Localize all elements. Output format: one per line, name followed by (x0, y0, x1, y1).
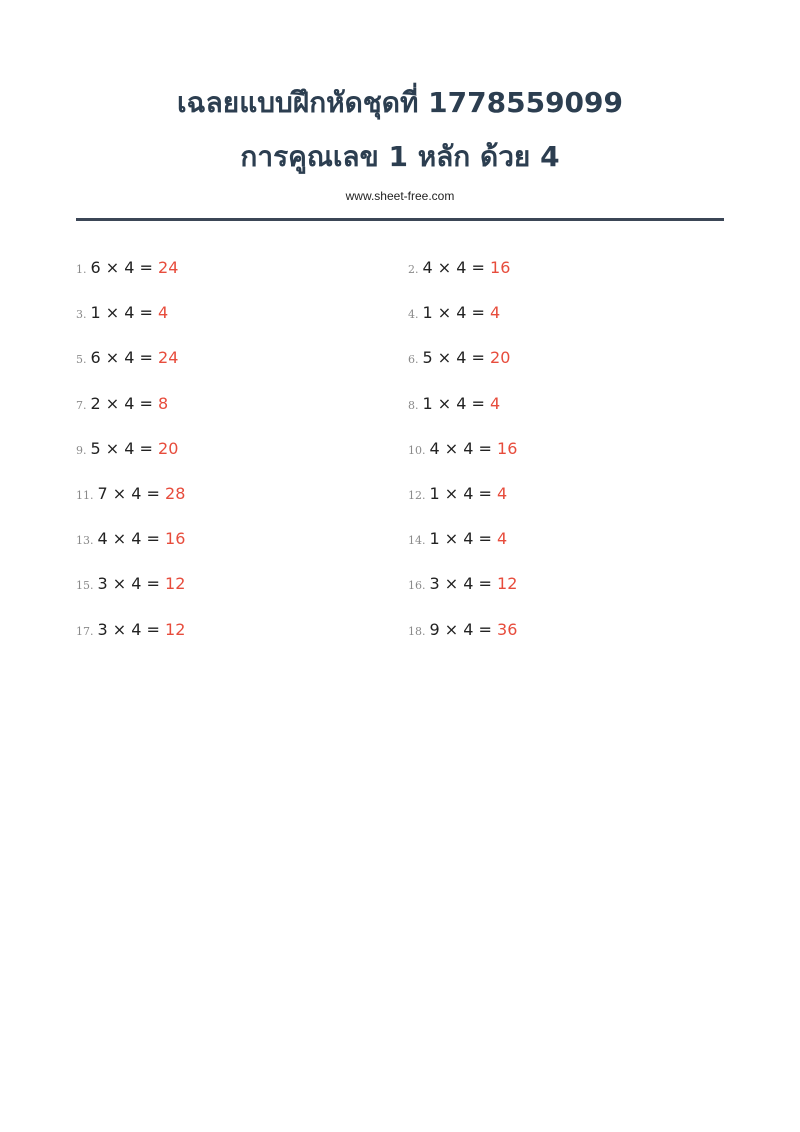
problem-number: 4. (408, 308, 419, 321)
problem-number: 16. (408, 579, 426, 592)
problem-expression: 1 × 4 = (90, 303, 153, 322)
problem-answer: 12 (165, 620, 186, 639)
problem-number: 17. (76, 625, 94, 638)
problem-expression: 1 × 4 = (422, 303, 485, 322)
problem-item (76, 301, 168, 325)
problem-expression: 1 × 4 = (422, 394, 485, 413)
problem-answer: 36 (497, 620, 518, 639)
problem-number: 3. (76, 308, 87, 321)
problem-number: 12. (408, 489, 426, 502)
problem-answer: 24 (158, 258, 179, 277)
problem-item (76, 527, 185, 551)
problem-expression: 1 × 4 = (429, 484, 492, 503)
problem-number: 8. (408, 399, 419, 412)
problem-answer: 20 (490, 348, 511, 367)
problem-number: 18. (408, 625, 426, 638)
problem-number: 5. (76, 353, 87, 366)
problem-number: 13. (76, 534, 94, 547)
problem-number: 10. (408, 444, 426, 457)
problem-expression: 1 × 4 = (429, 529, 492, 548)
problem-answer: 12 (497, 574, 518, 593)
page-title: เฉลยแบบฝึกหัดชุดที่ 1778559099 (176, 86, 624, 119)
problem-number: 15. (76, 579, 94, 592)
problem-expression: 9 × 4 = (429, 620, 492, 639)
problem-item (408, 392, 500, 416)
problem-answer: 20 (158, 439, 179, 458)
problem-expression: 6 × 4 = (90, 348, 153, 367)
problem-number: 6. (408, 353, 419, 366)
problem-answer: 16 (497, 439, 518, 458)
problem-answer: 4 (490, 394, 501, 413)
problem-item (76, 346, 178, 370)
problem-item (408, 572, 517, 596)
problem-answer: 4 (497, 484, 508, 503)
problem-answer: 24 (158, 348, 179, 367)
page-subtitle: การคูณเลข 1 หลัก ด้วย 4 (240, 140, 560, 173)
problem-item (408, 482, 507, 506)
problem-item (408, 346, 510, 370)
problem-item (76, 256, 178, 280)
problem-number: 2. (408, 263, 419, 276)
problem-number: 1. (76, 263, 87, 276)
problem-item (408, 301, 500, 325)
problem-item (408, 527, 507, 551)
problem-expression: 3 × 4 = (429, 574, 492, 593)
problem-item (408, 437, 517, 461)
problem-answer: 8 (158, 394, 169, 413)
problem-number: 9. (76, 444, 87, 457)
problem-number: 7. (76, 399, 87, 412)
problem-item (76, 572, 185, 596)
problem-number: 14. (408, 534, 426, 547)
problem-expression: 4 × 4 = (97, 529, 160, 548)
website-label: www.sheet-free.com (345, 189, 455, 203)
problem-expression: 7 × 4 = (97, 484, 160, 503)
problem-expression: 4 × 4 = (429, 439, 492, 458)
problem-answer: 16 (490, 258, 511, 277)
problem-answer: 4 (158, 303, 169, 322)
problem-item (76, 392, 168, 416)
problem-item (408, 618, 517, 642)
problem-item (76, 618, 185, 642)
problem-expression: 4 × 4 = (422, 258, 485, 277)
problem-item (408, 256, 510, 280)
problem-item (76, 482, 185, 506)
problem-expression: 6 × 4 = (90, 258, 153, 277)
problem-answer: 4 (497, 529, 508, 548)
problem-answer: 4 (490, 303, 501, 322)
problem-answer: 28 (165, 484, 186, 503)
problem-expression: 2 × 4 = (90, 394, 153, 413)
problem-expression: 3 × 4 = (97, 620, 160, 639)
problem-answer: 12 (165, 574, 186, 593)
problem-answer: 16 (165, 529, 186, 548)
problem-number: 11. (76, 489, 94, 502)
problem-item (76, 437, 178, 461)
problem-expression: 5 × 4 = (90, 439, 153, 458)
problem-expression: 3 × 4 = (97, 574, 160, 593)
problem-expression: 5 × 4 = (422, 348, 485, 367)
